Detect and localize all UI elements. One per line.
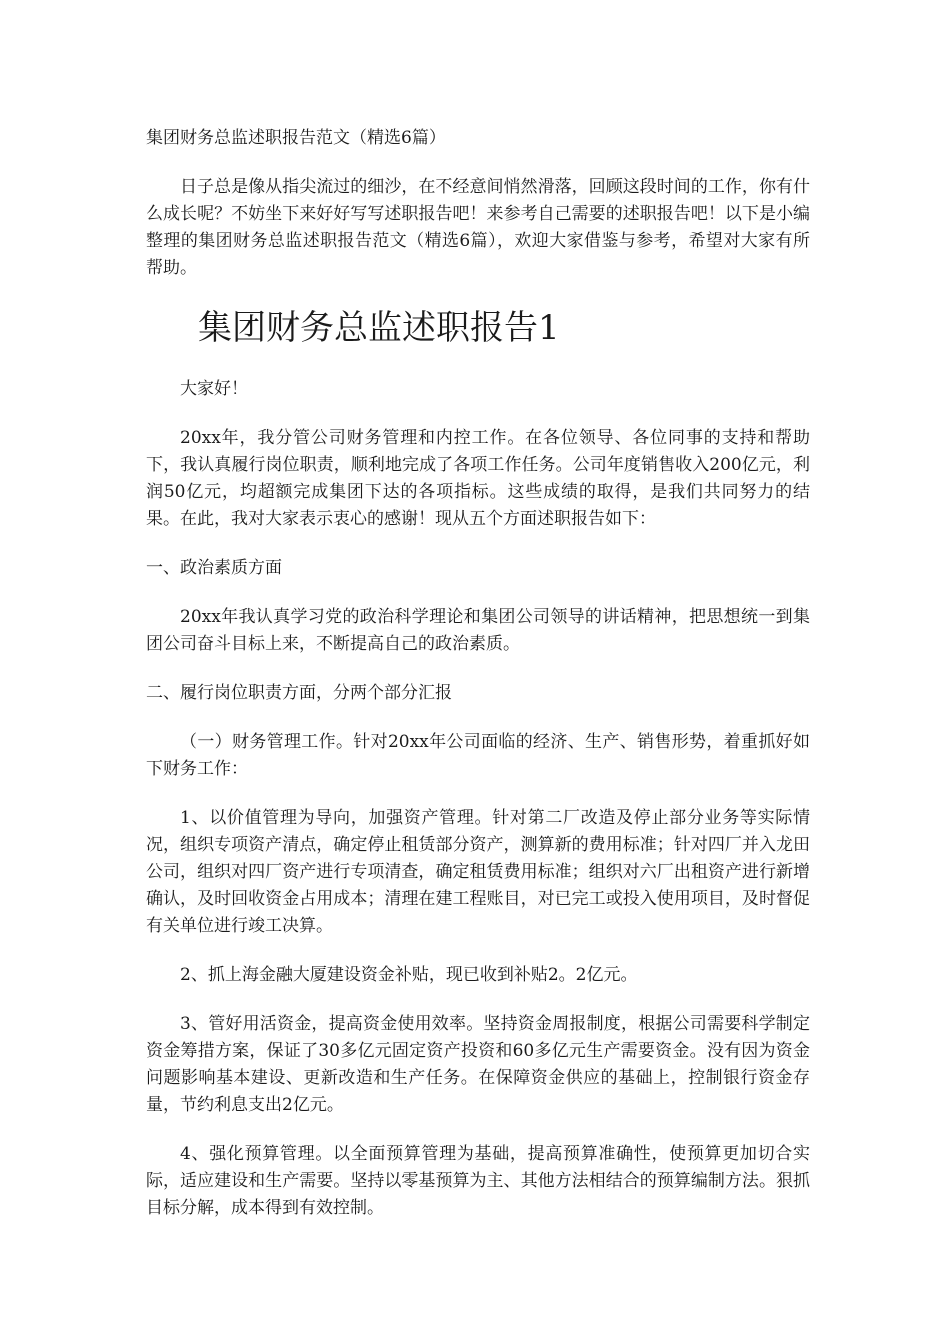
- item3-paragraph: 3、管好用活资金，提高资金使用效率。坚持资金周报制度，根据公司需要科学制定资金筹措方案，保证了30多亿元固定资产投资和60多亿元生产需要资金。没有因为资金问题影响基本建设、更新改造和生产任务。在保障资金供应的基础上，控制银行资金存量，节约利息支出2亿元。: [146, 1014, 810, 1115]
- item2-paragraph: 2、抓上海金融大厦建设资金补贴，现已收到补贴2。2亿元。: [180, 965, 638, 985]
- item4-paragraph: 4、强化预算管理。以全面预算管理为基础，提高预算准确性，使预算更加切合实际，适应建设和生产需要。坚持以零基预算为主、其他方法相结合的预算编制方法。狠抓目标分解，成本得到有效控制。: [146, 1144, 810, 1218]
- greeting: 大家好！: [180, 379, 248, 399]
- part1-heading: 一、政治素质方面: [146, 558, 282, 578]
- intro-paragraph: 日子总是像从指尖流过的细沙，在不经意间悄然滑落，回顾这段时间的工作，你有什么成长呢？不妨坐下来好好写写述职报告吧！来参考自己需要的述职报告吧！以下是小编整理的集团财务总监述职报告范文（精选6篇），欢迎大家借鉴与参考，希望对大家有所帮助。: [146, 177, 810, 278]
- part2-subsection-paragraph: （一）财务管理工作。针对20xx年公司面临的经济、生产、销售形势，着重抓好如下财务工作：: [146, 732, 810, 779]
- part2-heading: 二、履行岗位职责方面，分两个部分汇报: [146, 683, 452, 703]
- document-page: [146, 124, 810, 1244]
- part1-paragraph: 20xx年我认真学习党的政治科学理论和集团公司领导的讲话精神，把思想统一到集团公司奋斗目标上来，不断提高自己的政治素质。: [146, 607, 810, 654]
- section-heading: 集团财务总监述职报告1: [198, 308, 560, 348]
- opening-paragraph: 20xx年，我分管公司财务管理和内控工作。在各位领导、各位同事的支持和帮助下，我认真履行岗位职责，顺利地完成了各项工作任务。公司年度销售收入200亿元，利润50亿元，均超额完成集团下达的各项指标。这些成绩的取得，是我们共同努力的结果。在此，我对大家表示衷心的感谢！现从五个方面述职报告如下：: [146, 428, 810, 529]
- item1-paragraph: 1、以价值管理为导向，加强资产管理。针对第二厂改造及停止部分业务等实际情况，组织专项资产清点，确定停止租赁部分资产，测算新的费用标准；针对四厂并入龙田公司，组织对四厂资产进行专项清查，确定租赁费用标准；组织对六厂出租资产进行新增确认，及时回收资金占用成本；清理在建工程账目，对已完工或投入使用项目，及时督促有关单位进行竣工决算。: [146, 808, 810, 936]
- document-title: 集团财务总监述职报告范文（精选6篇）: [146, 128, 446, 148]
